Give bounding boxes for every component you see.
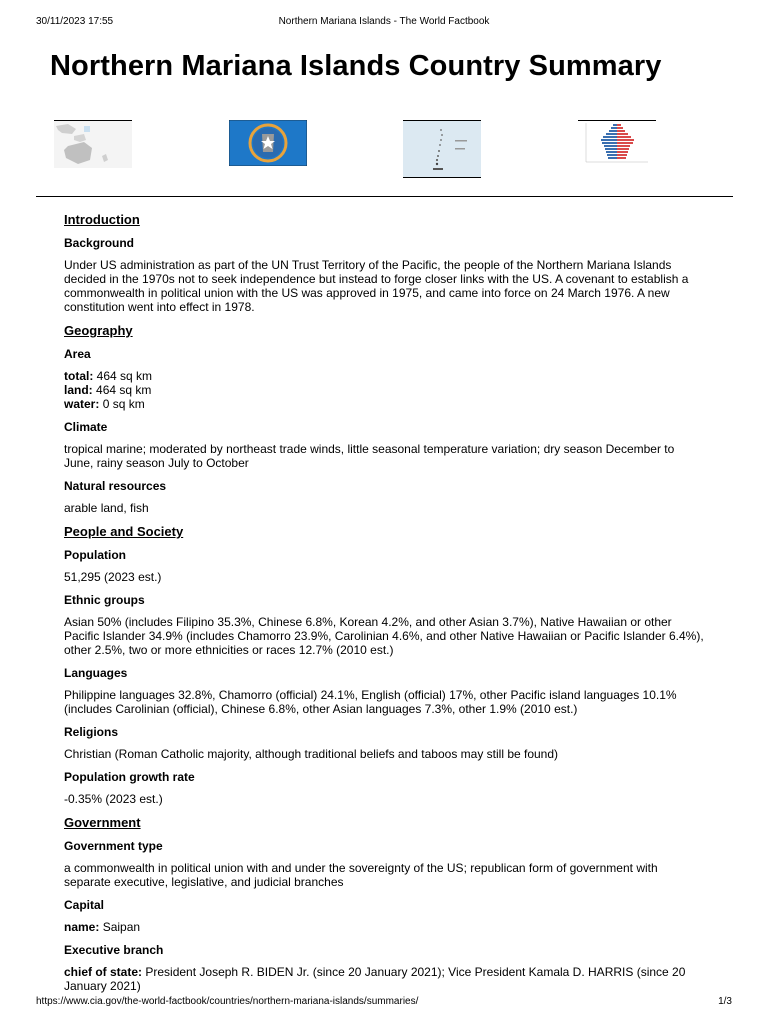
section-heading-people-and-society: People and Society: [64, 524, 184, 539]
field-text-religions: Christian (Roman Catholic majority, although traditional beliefs and taboos may still be found): [64, 747, 559, 761]
field-label-government-type: Government type: [64, 839, 163, 853]
page-title: Northern Mariana Islands Country Summary: [50, 50, 662, 82]
field-text-government-type: a commonwealth in political union with and under the sovereignty of the US; republican form of government with separate executive, legislative, and judicial branches: [64, 861, 658, 889]
population-pyramid-thumbnail[interactable]: [578, 120, 656, 166]
field-text-population: 51,295 (2023 est.): [64, 570, 162, 584]
area-land-label: land:: [64, 383, 93, 397]
field-text-capital: [64, 920, 704, 934]
field-text-background: Under US administration as part of the UN Trust Territory of the Pacific, the people of the Northern Mariana Islands decided in the 1970s not to seek independence but instead to forge closer links with the US. A covenant to establish a commonwealth in political union with the US was approved in 1975, and came into force on 24 March 1976. A new constitution went into effect in 1978.: [64, 258, 689, 314]
area-total-label: total:: [64, 369, 94, 383]
field-label-population: Population: [64, 548, 126, 562]
flag-thumbnail[interactable]: [229, 120, 307, 166]
summary-content: [64, 212, 704, 1002]
field-label-capital: Capital: [64, 898, 105, 912]
page-url[interactable]: https://www.cia.gov/the-world-factbook/countries/northern-mariana-islands/summaries/: [36, 996, 419, 1007]
field-label-religions: Religions: [64, 725, 119, 739]
field-text-climate: tropical marine; moderated by northeast trade winds, little seasonal temperature variation; dry season December to June, rainy season July to October: [64, 442, 675, 470]
capital-name-value: Saipan: [102, 920, 141, 934]
print-page-title: Northern Mariana Islands - The World Factbook: [278, 16, 490, 27]
field-text-area: [64, 369, 704, 411]
field-text-natural-resources: arable land, fish: [64, 501, 149, 515]
chief-of-state-value: President Joseph R. BIDEN Jr. (since 20 January 2021); Vice President Kamala D. HARRIS (since 20 January 2021): [64, 965, 686, 993]
print-datetime: 30/11/2023 17:55: [36, 16, 114, 27]
field-label-natural-resources: Natural resources: [64, 479, 167, 493]
area-water-value: 0 sq km: [102, 397, 145, 411]
thumbnail-strip: [0, 120, 768, 180]
area-water-label: water:: [64, 397, 100, 411]
field-text-executive-branch: [64, 965, 704, 993]
page-number: 1/3: [718, 996, 732, 1007]
field-text-ethnic-groups: Asian 50% (includes Filipino 35.3%, Chinese 6.8%, Korean 4.2%, and other Asian 3.7%), Native Hawaiian or other Pacific Islander 34.9% (includes Chamorro 23.9%, Carolinian 4.6%, and other Native Hawaiian or Pacific Islander 6.4%), other 2.5%, two or more ethnicities or races 12.7% (2010 est.): [64, 615, 704, 657]
field-label-languages: Languages: [64, 666, 128, 680]
section-heading-government: Government: [64, 815, 141, 830]
field-label-area: Area: [64, 347, 91, 361]
chief-of-state-label: chief of state:: [64, 965, 143, 979]
area-total-value: 464 sq km: [96, 369, 153, 383]
country-map-thumbnail[interactable]: [403, 120, 481, 178]
section-heading-geography: Geography: [64, 323, 133, 338]
field-label-executive-branch: Executive branch: [64, 943, 164, 957]
print-header: [36, 16, 732, 30]
locator-map-thumbnail[interactable]: [54, 120, 132, 168]
header-divider: [36, 196, 733, 197]
capital-name-label: name:: [64, 920, 100, 934]
print-footer: [36, 996, 732, 1010]
field-label-background: Background: [64, 236, 135, 250]
field-label-population-growth-rate: Population growth rate: [64, 770, 195, 784]
field-label-ethnic-groups: Ethnic groups: [64, 593, 145, 607]
field-label-climate: Climate: [64, 420, 108, 434]
field-text-languages: Philippine languages 32.8%, Chamorro (official) 24.1%, English (official) 17%, other Pacific island languages 10.1% (includes Carolinian (official), Chinese 6.8%, other Asian languages 7.3%, other 1.9% (2010 est.): [64, 688, 677, 716]
area-land-value: 464 sq km: [96, 383, 152, 397]
field-text-population-growth-rate: -0.35% (2023 est.): [64, 792, 163, 806]
section-heading-introduction: Introduction: [64, 212, 140, 227]
